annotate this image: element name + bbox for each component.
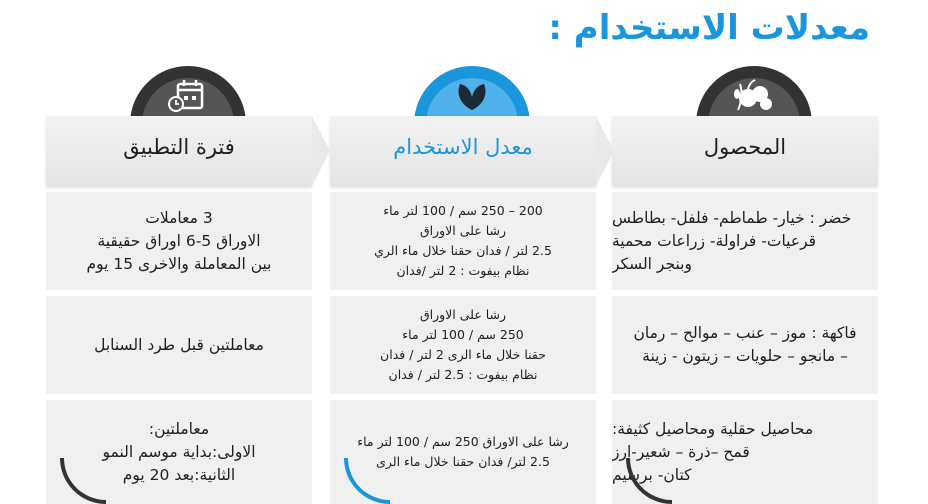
table-cell: [612, 192, 878, 290]
cell-line: قمح –ذرة – شعير-ارز: [612, 442, 750, 461]
table-cell: [46, 192, 312, 290]
cell-line: وبنجر السكر: [612, 254, 692, 273]
corner-accent: [626, 458, 672, 504]
column-crop: [612, 62, 896, 504]
cell-line: 250 سم / 100 لتر ماء: [402, 327, 524, 342]
table-cell: [46, 296, 312, 394]
cell-line: 3 معاملات: [145, 208, 213, 227]
table-cell: [330, 400, 596, 504]
calendar-clock-icon: [162, 74, 214, 114]
cell-line: نظام بيفوت : 2 لتر /فدان: [396, 263, 530, 278]
column-cap: [126, 62, 250, 124]
cell-line: – مانجو – حلويات – زيتون - زينة: [642, 347, 848, 365]
cell-line: كتان- برسيم: [612, 465, 692, 484]
column-cap: [410, 62, 534, 124]
cell-line: معاملتين قبل طرد السنابل: [94, 335, 264, 354]
cell-line: رشا على الاوراق 250 سم / 100 لتر ماء: [357, 434, 569, 449]
cell-line: قرعيات- فراولة- زراعات محمية: [612, 231, 817, 250]
leaf-icon: [446, 74, 498, 114]
cell-line: فاكهة : موز – عنب – موالح – رمان: [633, 324, 857, 342]
fruit-basket-icon: [728, 74, 780, 114]
column-application-period: [46, 62, 330, 504]
cell-line: حقنا خلال ماء الرى 2 لتر / فدان: [380, 347, 546, 362]
header-arrow: [596, 116, 614, 186]
table-cell: [330, 296, 596, 394]
header-title: فترة التطبيق: [123, 135, 235, 159]
table-cell: [612, 296, 878, 394]
cell-line: نظام بيفوت : 2.5 لتر / فدان: [388, 367, 538, 382]
column-header: [330, 116, 596, 186]
page-title: معدلات الاستخدام :: [548, 8, 870, 48]
cell-line: الاوراق 5-6 اوراق حقيقية: [97, 231, 261, 250]
header-title: المحصول: [703, 135, 787, 159]
cell-line: 2.5 لتر / فدان حقنا خلال ماء الري: [374, 243, 552, 258]
corner-accent: [60, 458, 106, 504]
cell-line: رشا على الاوراق: [419, 307, 507, 322]
corner-accent: [344, 458, 390, 504]
cell-line: الثانية:بعد 20 يوم: [122, 465, 236, 484]
header-arrow: [312, 116, 330, 186]
cell-line: بين المعاملة والاخرى 15 يوم: [86, 254, 272, 273]
column-header: [612, 116, 878, 186]
table-cell: [330, 192, 596, 290]
column-usage-rate: [330, 62, 614, 504]
cell-line: معاملتين:: [148, 419, 210, 438]
cell-line: 200 – 250 سم / 100 لتر ماء: [383, 203, 543, 218]
cell-line: محاصيل حقلية ومحاصيل كثيفة:: [612, 419, 814, 438]
cell-line: 2.5 لتر/ فدان حقنا خلال ماء الرى: [376, 454, 550, 469]
cell-line: رشا على الاوراق: [419, 223, 507, 238]
cell-line: الاولى:بداية موسم النمو: [102, 442, 256, 461]
table-cell: [612, 400, 878, 504]
column-header: [46, 116, 312, 186]
cell-line: خضر : خيار- طماطم- فلفل- بطاطس: [612, 208, 852, 227]
table-cell: [46, 400, 312, 504]
header-title: معدل الاستخدام: [393, 135, 533, 159]
column-cap: [692, 62, 816, 124]
